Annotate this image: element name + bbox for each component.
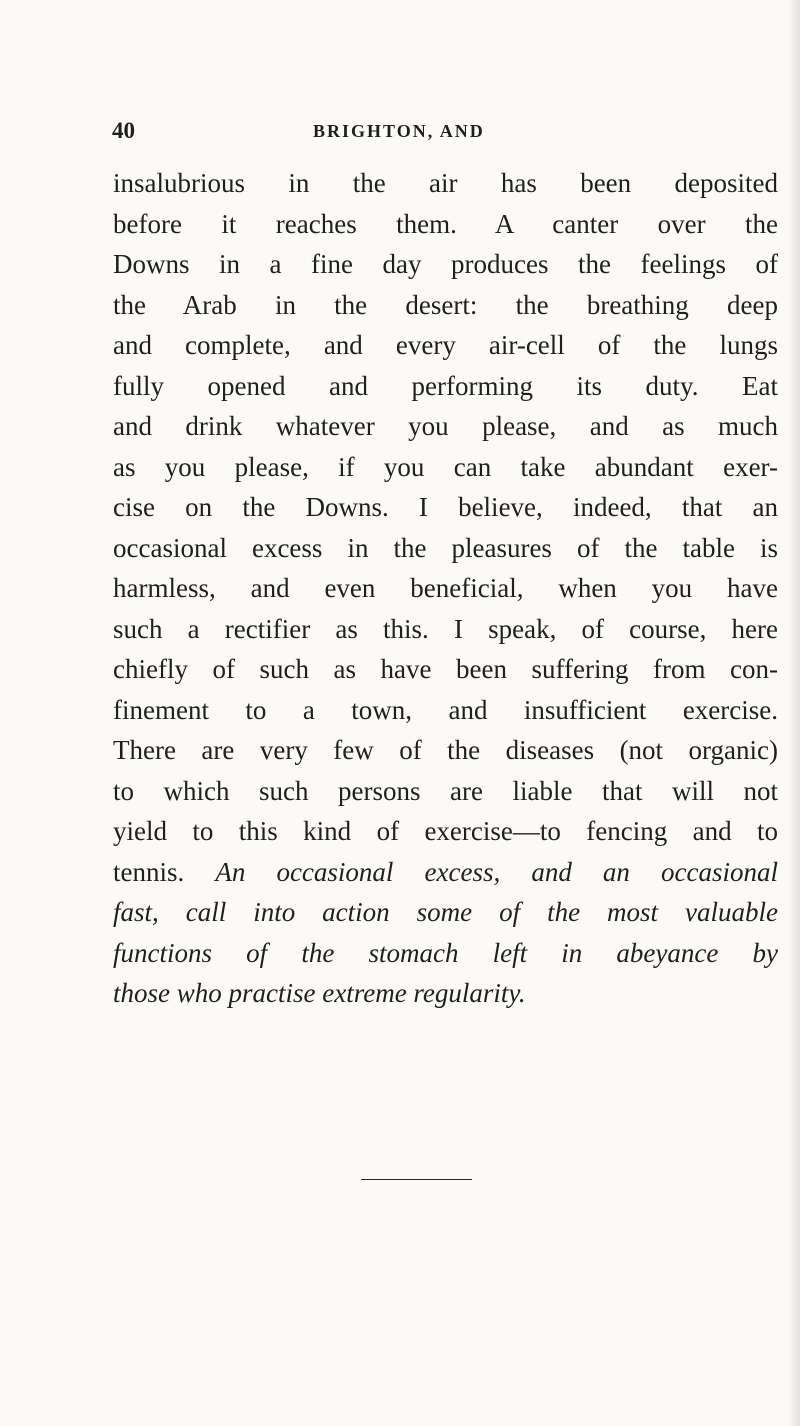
italic-text: An occasional excess, and an occasional [215,856,779,887]
text-line: Downs in a fine day produces the feelings of [113,249,778,279]
text-line: such a rectifier as this. I speak, of course, here [113,613,778,644]
text-line: occasional excess in the pleasures of the table is [113,532,778,563]
italic-line: those who practise extreme regularity. [113,978,526,1008]
text-line: the Arab in the desert: the breathing deep [113,289,778,320]
italic-line: fast, call into action some of the most valuable [113,897,778,927]
text-line: harmless, and even beneficial, when you have [113,573,778,603]
text-line: as you please, if you can take abundant exer- [113,451,778,482]
page-header [112,118,712,146]
text-line: to which such persons are liable that will not [113,775,778,806]
page-number: 40 [112,118,135,143]
text-line: fully opened and performing its duty. Eat [113,370,778,401]
text-line: finement to a town, and insufficient exercise. [113,694,778,725]
page-edge-shadow [788,0,800,1426]
text-line: There are very few of the diseases (not organic) [113,735,778,765]
running-head: BRIGHTON, AND [313,121,485,141]
text-line: chiefly of such as have been suffering from con- [113,654,778,684]
text-line: yield to this kind of exercise—to fencing and to [113,816,778,846]
italic-line: functions of the stomach left in abeyance by [113,937,778,968]
text-line: and drink whatever you please, and as much [113,411,778,441]
section-end-rule [361,1179,472,1180]
body-text [113,163,778,1014]
text-line: insalubrious in the air has been deposited [113,168,778,198]
text-line: before it reaches them. A canter over the [113,208,778,239]
text-line-mixed [113,852,778,893]
text-line: cise on the Downs. I believe, indeed, that an [113,492,778,522]
roman-text: tennis. [113,856,185,887]
text-line: and complete, and every air-cell of the lungs [113,330,778,360]
